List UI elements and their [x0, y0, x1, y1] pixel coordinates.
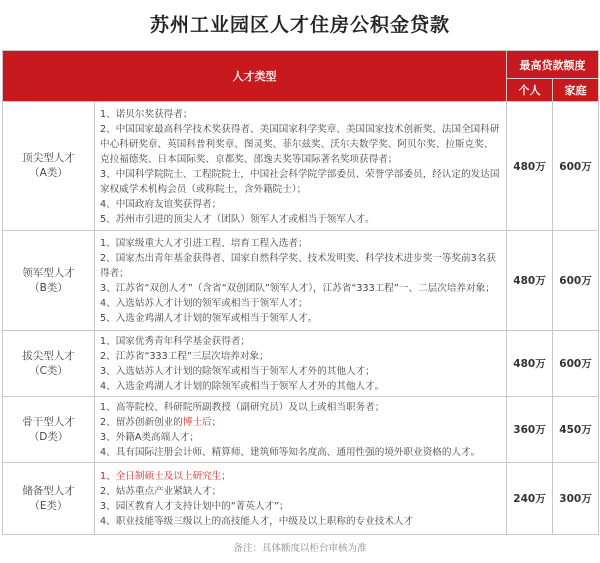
description-item: 1、全日制硕士及以上研究生； — [100, 471, 231, 482]
category-name: 骨干型人才 — [22, 415, 75, 428]
category-name: 拔尖型人才 — [22, 349, 75, 362]
table-row-e — [3, 463, 599, 535]
description-item: 5、苏州市引进的顶尖人才（团队）领军人才或相当于领军人才。 — [100, 213, 375, 225]
description-cell — [95, 397, 507, 463]
individual-amount: 480万 — [507, 331, 553, 397]
category-cell — [3, 463, 95, 535]
description-item: 4、入选金鸡湖人才计划的除领军或相当于领军人才外的其他人才。 — [100, 381, 385, 392]
description-item: 2、姑苏重点产业紧缺人才； — [100, 486, 222, 497]
individual-amount: 480万 — [507, 231, 553, 331]
description-cell — [95, 331, 507, 397]
description-item: 1、国家级重大人才引进工程、培育工程入选者； — [100, 238, 308, 249]
table-row-b — [3, 231, 599, 331]
talent-loan-table — [2, 50, 599, 535]
description-item: 4、入选姑苏人才计划的领军或相当于领军人才； — [100, 298, 308, 309]
header-individual: 个人 — [507, 79, 553, 102]
highlight-text: 博士后 — [182, 417, 212, 428]
family-amount: 600万 — [553, 331, 599, 397]
header-family: 家庭 — [553, 79, 599, 102]
category-class: （E类） — [29, 499, 68, 512]
category-cell — [3, 331, 95, 397]
description-cell — [95, 463, 507, 535]
description-text: 2、留苏创新创业的 — [100, 417, 183, 428]
family-amount: 300万 — [553, 463, 599, 535]
category-cell — [3, 102, 95, 231]
category-class: （C类） — [29, 364, 68, 377]
description-item: 3、外籍A类高端人才； — [100, 432, 200, 443]
category-class: （B类） — [29, 281, 68, 294]
description-item: 2、江苏省“333工程”三层次培养对象； — [100, 351, 269, 362]
description-item: 5、入选金鸡湖人才计划的领军或相当于领军人才。 — [100, 313, 318, 324]
footnote: 备注：具体额度以柜台审核为准 — [233, 543, 367, 554]
family-amount: 600万 — [553, 231, 599, 331]
description-item: 3、中国科学院院士、工程院院士，中国社会科学院学部委员、荣誉学部委员，经认定的发达国家权威学术机构会员（或称院士，含外籍院士）； — [100, 168, 500, 195]
description-item: 4、具有国际注册会计师、精算师、建筑师等知名度高、通用性强的境外职业资格的人才。 — [100, 447, 481, 458]
header-talent-type: 人才类型 — [3, 51, 507, 102]
description-text: ； — [211, 417, 222, 428]
description-item: 4、中国政府友谊奖获得者； — [100, 198, 222, 210]
page-title: 苏州工业园区人才住房公积金贷款 — [149, 14, 450, 36]
description-item — [100, 415, 502, 430]
category-class: （D类） — [28, 430, 69, 443]
individual-amount: 240万 — [507, 463, 553, 535]
description-item: 2、中国国家最高科学技术奖获得者、美国国家科学奖章、美国国家技术创新奖、法国全国科研中心科研奖章、英国科普利奖章、图灵奖、菲尔兹奖、沃尔夫数学奖、阿贝尔奖、拉斯克奖、克拉福德奖、日本国际奖、京都奖、邵逸夫奖等国际著名奖项获得者； — [100, 123, 500, 165]
description-cell — [95, 231, 507, 331]
description-item: 3、江苏省“双创人才”（含省“双创团队”领军人才），江苏省“333工程”一、二层次培养对象； — [100, 283, 495, 294]
category-cell — [3, 231, 95, 331]
header-max-loan: 最高贷款额度 — [507, 51, 599, 79]
description-item: 1、国家优秀青年科学基金获得者； — [100, 336, 251, 347]
table-row-d — [3, 397, 599, 463]
family-amount: 600万 — [553, 102, 599, 231]
table-row-a — [3, 102, 599, 231]
category-name: 储备型人才 — [22, 484, 75, 497]
category-name: 领军型人才 — [22, 266, 75, 279]
description-item: 1、高等院校、科研院所副教授（副研究员）及以上或相当职务者； — [100, 402, 385, 413]
category-class: （A类） — [29, 167, 68, 179]
category-cell — [3, 397, 95, 463]
description-item: 3、园区教育人才支持计划中的“菁英人才”； — [100, 501, 289, 512]
description-item: 2、国家杰出青年基金获得者、国家自然科学奖、技术发明奖、科学技术进步奖一等奖前3名获得者； — [100, 253, 496, 279]
description-item: 3、入选姑苏人才计划的除领军或相当于领军人才外的其他人才； — [100, 366, 375, 377]
individual-amount: 360万 — [507, 397, 553, 463]
description-cell — [95, 102, 507, 231]
table-row-c — [3, 331, 599, 397]
individual-amount: 480万 — [507, 102, 553, 231]
description-item: 4、职业技能等级三级以上的高技能人才，中级及以上职称的专业技术人才 — [100, 516, 414, 527]
family-amount: 450万 — [553, 397, 599, 463]
description-item: 1、诺贝尔奖获得者； — [100, 108, 193, 120]
category-name: 顶尖型人才 — [22, 152, 75, 164]
